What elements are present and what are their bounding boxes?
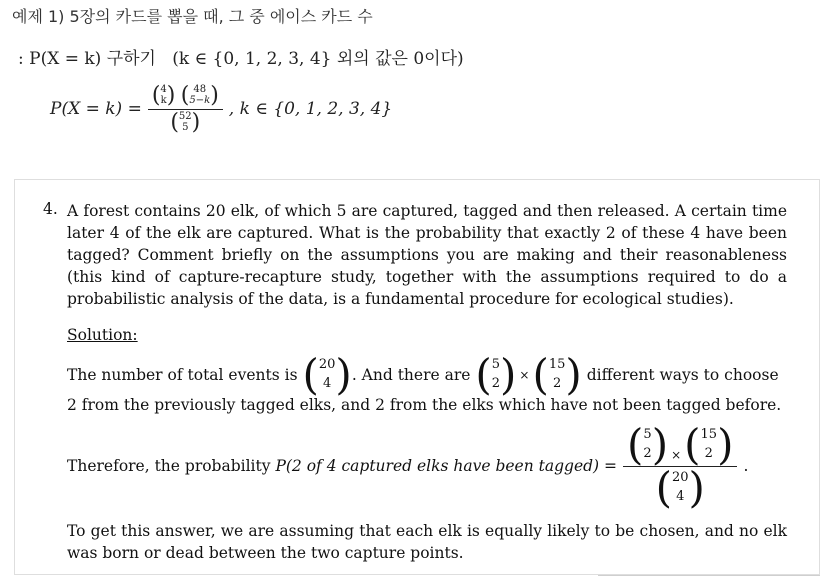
binom-52-5: ( 52 5 ) <box>170 109 201 135</box>
binom-top: 20 <box>318 357 336 373</box>
example-title: 예제 1) 5장의 카드를 뽑을 때, 그 중 에이스 카드 수 <box>12 7 373 26</box>
binom-15-2: ( 15 2 ) <box>532 350 582 399</box>
subtitle-condition: (k ∈ {0, 1, 2, 3, 4} 외의 값은 0이다) <box>172 49 464 69</box>
subtitle-prefix: : P(X = k) 구하기 <box>18 49 156 69</box>
times-sign: × <box>671 447 682 462</box>
solution-line-1 <box>67 350 797 400</box>
solution-label: Solution: <box>67 326 138 344</box>
solution-line-2: 2 from the previously tagged elks, and 2 from the elks which have not been tagged before. <box>67 396 782 414</box>
binom-bottom: 2 <box>491 376 501 391</box>
example-subtitle <box>18 44 464 69</box>
binom-5-2: ( 5 2 ) <box>627 419 669 469</box>
binom-top: 4 <box>160 84 167 95</box>
binom-20-4: ( 20 4 ) <box>302 350 352 399</box>
binom-top: 5 <box>491 357 501 373</box>
problem-text: A forest contains 20 elk, of which 5 are captured, tagged and then released. A certain time later 4 of the elk are captured. What is the probability that exactly 2 of these 4 have been tagged? Comment briefly on the assumptions you are making and their reasonableness (this kind of capture-recapture study, together with the assumptions required to do a probabilistic analysis of the data, is a fundamental procedure for ecological studies). <box>67 202 787 308</box>
binom-bottom: 4 <box>323 376 332 391</box>
formula-domain: , k ∈ {0, 1, 2, 3, 4} <box>228 99 393 119</box>
binom-top: 52 <box>178 111 192 122</box>
binom-bottom: 4 <box>676 488 685 504</box>
solution-text: different ways to choose <box>586 366 779 384</box>
divider <box>598 575 820 576</box>
binom-bottom: 2 <box>553 376 562 391</box>
binom-bottom: 2 <box>704 445 713 461</box>
binom-bottom: 2 <box>643 445 652 461</box>
binom-48-5-k: ( 48 5−k ) <box>180 82 219 108</box>
binom-bottom: 5−k <box>189 94 211 106</box>
binom-5-2: ( 5 2 ) <box>475 350 517 399</box>
binom-top: 20 <box>671 469 689 485</box>
binom-top: 15 <box>700 426 718 442</box>
binom-top: 48 <box>193 84 207 95</box>
binom-bottom: k <box>160 94 167 106</box>
binom-top: 5 <box>643 426 652 442</box>
binom-bottom: 5 <box>182 121 189 133</box>
probability-fraction <box>623 419 737 512</box>
binom-20-4: ( 20 4 ) <box>655 462 705 512</box>
times-sign: × <box>519 368 530 382</box>
top-section <box>0 0 830 170</box>
period: . <box>743 457 749 475</box>
pmf-formula <box>50 74 392 144</box>
problem-number: 4. <box>43 200 58 218</box>
formula-fraction <box>148 82 223 135</box>
binom-top: 15 <box>548 357 566 373</box>
solution-text: The number of total events is <box>67 366 298 384</box>
formula-lhs: P(X = k) = <box>50 99 142 119</box>
binom-4-k: ( 4 k ) <box>151 82 176 108</box>
solution-line-3 <box>67 420 797 512</box>
problem-panel <box>14 179 820 575</box>
solution-text: . And there are <box>351 366 471 384</box>
probability-expression: P(2 of 4 captured elks have been tagged) = <box>275 457 618 475</box>
solution-conclusion: To get this answer, we are assuming that each elk is equally likely to be chosen, and no elk was born or dead between the two capture points. <box>67 522 787 562</box>
binom-15-2: ( 15 2 ) <box>684 419 734 469</box>
solution-text: Therefore, the probability <box>67 457 271 475</box>
